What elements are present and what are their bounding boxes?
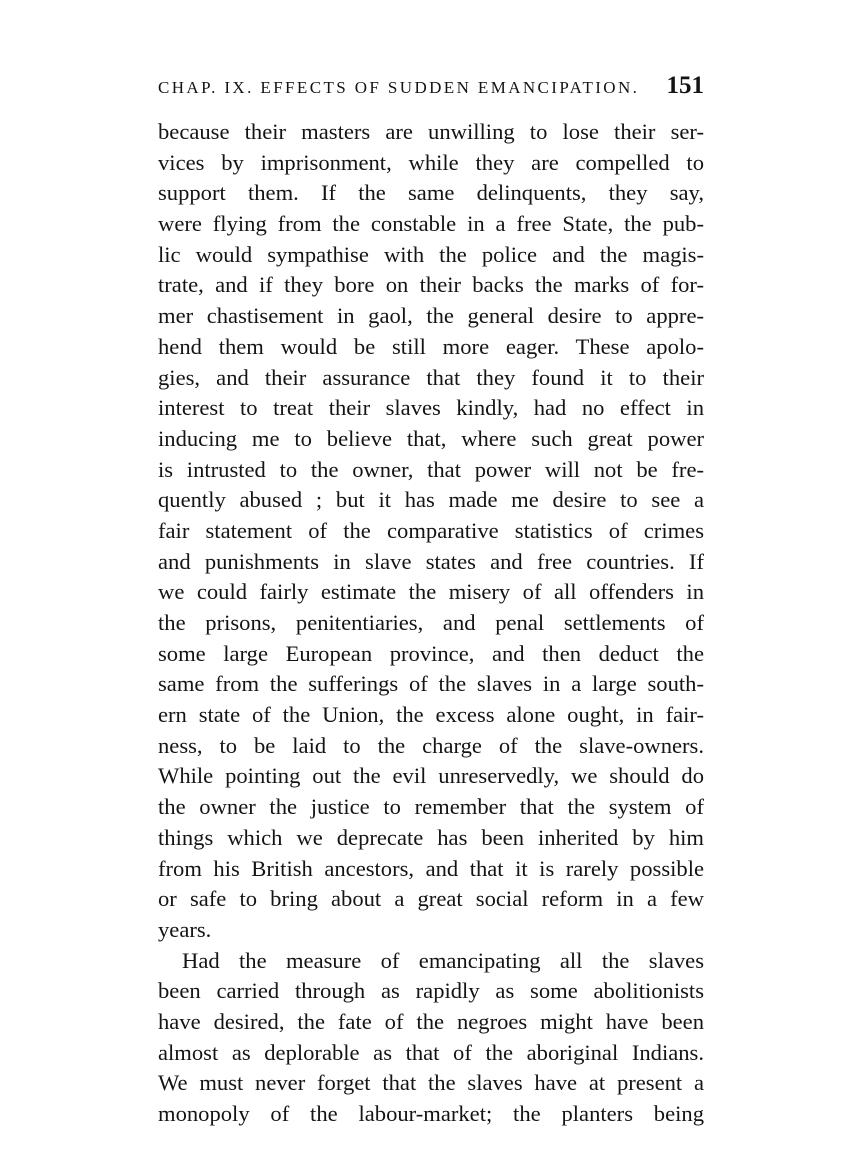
text-line: inducing me to believe that, where such great power [158,425,704,451]
text-line: have desired, the fate of the negroes might have been [158,1008,704,1034]
text-line: quently abused ; but it has made me desire to see a [158,487,704,513]
text-line: is intrusted to the owner, that power will not be fre- [158,456,704,482]
text-line: or safe to bring about a great social reform in a few [158,886,704,912]
text-line: we could fairly estimate the misery of all offenders in [158,579,704,605]
text-line: some large European province, and then deduct the [158,640,704,666]
chapter-title: EFFECTS OF SUDDEN EMANCIPATION. [260,78,640,97]
text-line: been carried through as rapidly as some abolitionists [158,978,704,1004]
text-line: monopoly of the labour-market; the planters being [158,1101,704,1126]
text-line: fair statement of the comparative statistics of crimes [158,517,704,543]
text-line: vices by imprisonment, while they are compelled to [158,149,704,175]
text-line: things which we deprecate has been inherited by him [158,824,704,850]
text-line: ern state of the Union, the excess alone ought, in fair- [158,702,704,728]
text-line: the prisons, penitentiaries, and penal settlements of [158,610,704,635]
text-line: interest to treat their slaves kindly, had no effect in [158,395,704,421]
text-line: years. [158,916,212,942]
text-line: trate, and if they bore on their backs the marks of for- [158,272,704,298]
running-head [158,72,704,102]
text-line: were flying from the constable in a free State, the pub- [158,211,704,237]
text-line: support them. If the same delinquents, they say, [158,180,704,206]
text-line: gies, and their assurance that they found it to their [158,364,704,390]
text-line: and punishments in slave states and free countries. If [158,548,704,574]
text-line: ness, to be laid to the charge of the slave-owners. [158,732,704,758]
text-line: from his British ancestors, and that it is rarely possible [158,855,704,881]
text-line: We must never forget that the slaves have at present a [158,1070,704,1096]
text-line: same from the sufferings of the slaves in a large south- [158,671,704,697]
text-line: Had the measure of emancipating all the slaves [182,947,704,973]
running-head-title [158,78,639,98]
page-number: 151 [666,72,704,99]
text-line: While pointing out the evil unreservedly, we should do [158,763,704,789]
text-line: almost as deplorable as that of the aboriginal Indians. [158,1039,704,1065]
text-line: because their masters are unwilling to lose their ser- [158,119,704,144]
text-line: the owner the justice to remember that the system of [158,794,704,820]
chapter-label: CHAP. IX. [158,78,254,97]
text-line: mer chastisement in gaol, the general desire to appre- [158,303,704,329]
body-text [158,117,704,1130]
text-line: lic would sympathise with the police and the magis- [158,241,704,267]
text-line: hend them would be still more eager. These apolo- [158,333,704,359]
